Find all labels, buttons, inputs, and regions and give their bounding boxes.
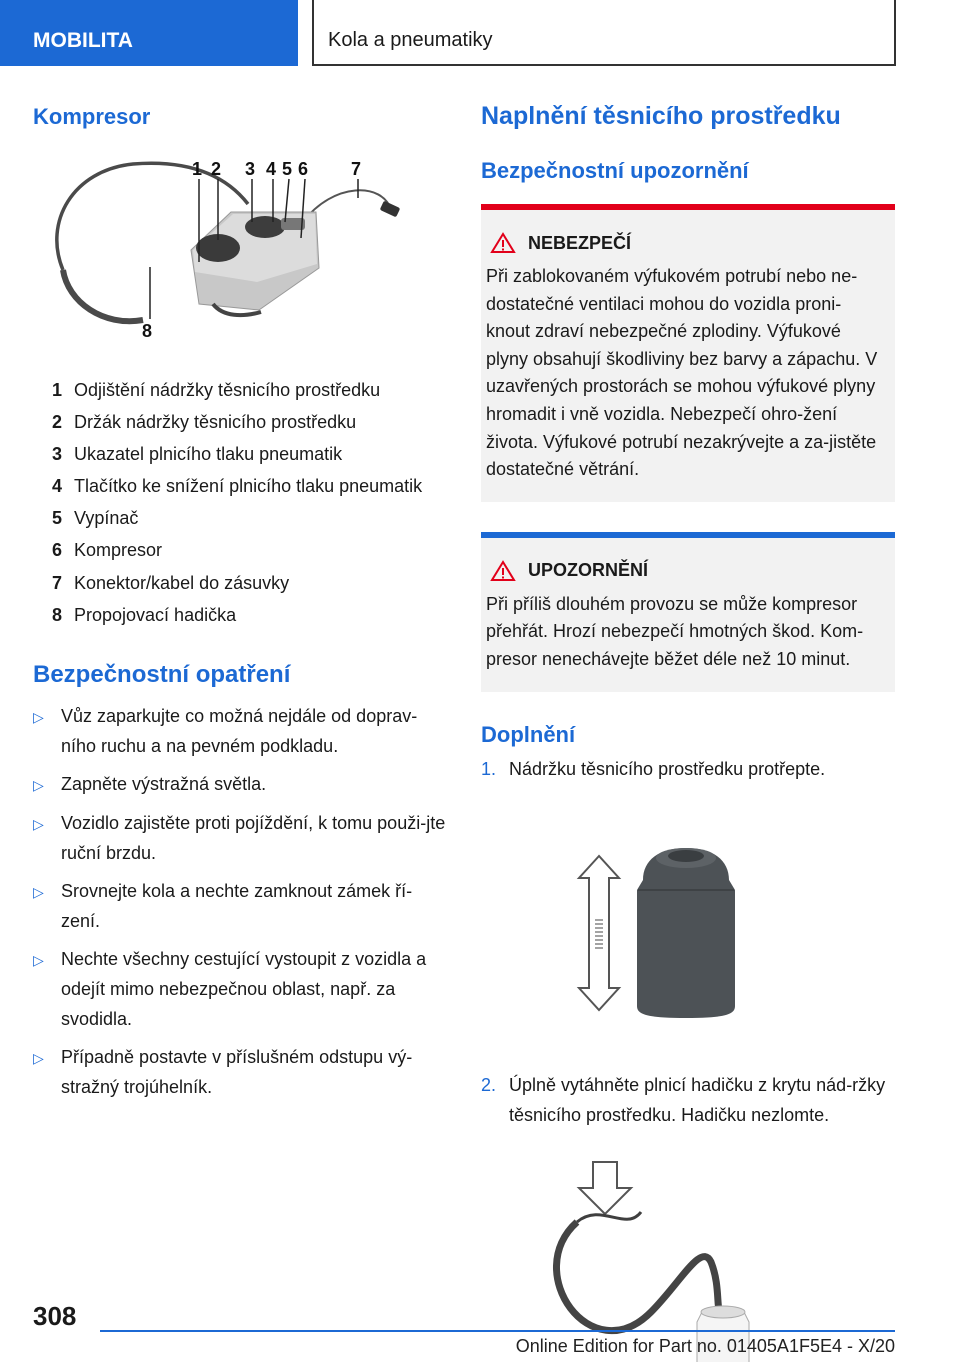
danger-text: Při zablokovaném výfukovém potrubí nebo ne-dostatečné ventilaci mohou do vozidla proni-knout zdraví nebezpečné zplodiny. Výfukové plyny obsahují škodliviny bez barvy a zápachu. V uzavřených prostorách se mohou výfukové plyny hromadit i vně vozidla. Nebezpečí ohro-žení života. Výfukové potrubí nezakrývejte a za-jistěte dostatečné větrání. [486, 266, 878, 480]
step-number: 1. [481, 758, 497, 779]
bullet-triangle-icon: ▷ [33, 1049, 44, 1066]
safety-text: Srovnejte kola a nechte zamknout zámek ří-zení. [61, 880, 413, 931]
caution-text: Při příliš dlouhém provozu se může kompresor přehřát. Hrozí nebezpečí hmotných škod. Kom-presor nenechávejte běžet déle než 10 minut. [486, 593, 864, 669]
danger-bar [481, 204, 895, 210]
legend-item [33, 406, 448, 438]
caution-title: UPOZORNĚNÍ [528, 560, 649, 581]
legend-item [33, 567, 448, 599]
legend-text: Kompresor [74, 540, 163, 561]
legend-item [33, 438, 448, 470]
callout-8: 8 [142, 321, 153, 341]
page-number: 308 [33, 1301, 77, 1331]
chapter-title: Kola a pneumatiky [328, 29, 493, 51]
shake-bottle-illustration [481, 810, 895, 1040]
legend-text: Tlačítko ke snížení plnicího tlaku pneumatik [74, 476, 423, 497]
callout-4: 4 [266, 159, 277, 179]
legend-list [33, 374, 448, 631]
legend-item [33, 470, 448, 502]
legend-num: 3 [51, 444, 62, 465]
safety-item [33, 769, 448, 800]
legend-item [33, 534, 448, 566]
callout-6: 6 [298, 159, 309, 179]
safety-item [33, 944, 448, 1034]
bullet-triangle-icon: ▷ [33, 776, 44, 793]
section-title: MOBILITA [33, 29, 133, 52]
callout-5: 5 [282, 159, 293, 179]
refill-heading: Doplnění [481, 721, 576, 747]
fill-sealant-heading: Naplnění těsnicího prostředku [481, 102, 841, 130]
bullet-triangle-icon: ▷ [33, 883, 44, 900]
safety-item [33, 876, 448, 936]
compressor-heading: Kompresor [33, 104, 151, 129]
callout-3: 3 [245, 159, 256, 179]
caution-box [481, 532, 895, 692]
legend-item [33, 502, 448, 534]
step-number: 2. [481, 1074, 497, 1095]
caution-bar [481, 532, 895, 538]
bullet-triangle-icon: ▷ [33, 951, 44, 968]
compressor-illustration [33, 152, 448, 362]
callout-1: 1 [192, 159, 203, 179]
legend-num: 5 [51, 508, 62, 529]
step-text: Úplně vytáhněte plnicí hadičku z krytu nád-ržky těsnicího prostředku. Hadičku nezlomte. [509, 1074, 886, 1125]
chapter-tab [312, 0, 896, 66]
edition-note: Online Edition for Part no. 01405A1F5E4 - X/20 [515, 1336, 895, 1356]
legend-num: 1 [51, 380, 62, 400]
safety-item [33, 701, 448, 761]
safety-text: Vozidlo zajistěte proti pojíždění, k tomu použi-jte ruční brzdu. [61, 812, 446, 863]
safety-text: Nechte všechny cestující vystoupit z vozidla a odejít mimo nebezpečnou oblast, např. za svodidla. [61, 948, 427, 1029]
step-text: Nádržku těsnicího prostředku protřepte. [509, 758, 826, 779]
danger-title-row [490, 230, 883, 256]
safety-text: Vůz zaparkujte co možná nejdále od doprav-ního ruchu a na pevném podkladu. [61, 705, 418, 756]
right-column [481, 102, 895, 1362]
legend-num: 8 [51, 604, 62, 625]
steps-list-2 [481, 1070, 895, 1130]
warning-triangle-icon [490, 232, 516, 254]
safety-notes-subheading: Bezpečnostní upozornění [481, 158, 749, 183]
legend-text: Držák nádržky těsnicího prostředku [74, 412, 357, 433]
legend-text: Odjištění nádržky těsnicího prostředku [74, 380, 381, 400]
danger-box [481, 204, 895, 502]
footer-rule [100, 1330, 895, 1332]
step-item [481, 754, 895, 784]
steps-list [481, 754, 895, 784]
callout-2: 2 [211, 159, 222, 179]
legend-text: Vypínač [74, 508, 139, 529]
legend-text: Ukazatel plnicího tlaku pneumatik [74, 444, 343, 465]
safety-heading: Bezpečnostní opatření [33, 660, 291, 688]
safety-list [33, 701, 448, 1102]
legend-num: 6 [51, 540, 62, 561]
safety-text: Případně postavte v příslušném odstupu vý-stražný trojúhelník. [61, 1046, 413, 1097]
legend-item [33, 374, 448, 406]
safety-text: Zapněte výstražná světla. [61, 773, 267, 794]
left-column [33, 102, 448, 1110]
callout-7: 7 [351, 159, 362, 179]
step-item [481, 1070, 895, 1130]
bullet-triangle-icon: ▷ [33, 708, 44, 725]
warning-triangle-icon [490, 560, 516, 582]
legend-item [33, 599, 448, 631]
section-tab [0, 0, 298, 66]
caution-title-row [490, 558, 883, 584]
safety-item [33, 1042, 448, 1102]
legend-text: Propojovací hadička [74, 604, 237, 625]
safety-item [33, 808, 448, 868]
danger-title: NEBEZPEČÍ [528, 232, 632, 253]
legend-num: 2 [51, 412, 62, 433]
legend-num: 4 [51, 476, 62, 497]
legend-text: Konektor/kabel do zásuvky [74, 572, 290, 593]
legend-num: 7 [51, 572, 62, 593]
bullet-triangle-icon: ▷ [33, 815, 44, 832]
